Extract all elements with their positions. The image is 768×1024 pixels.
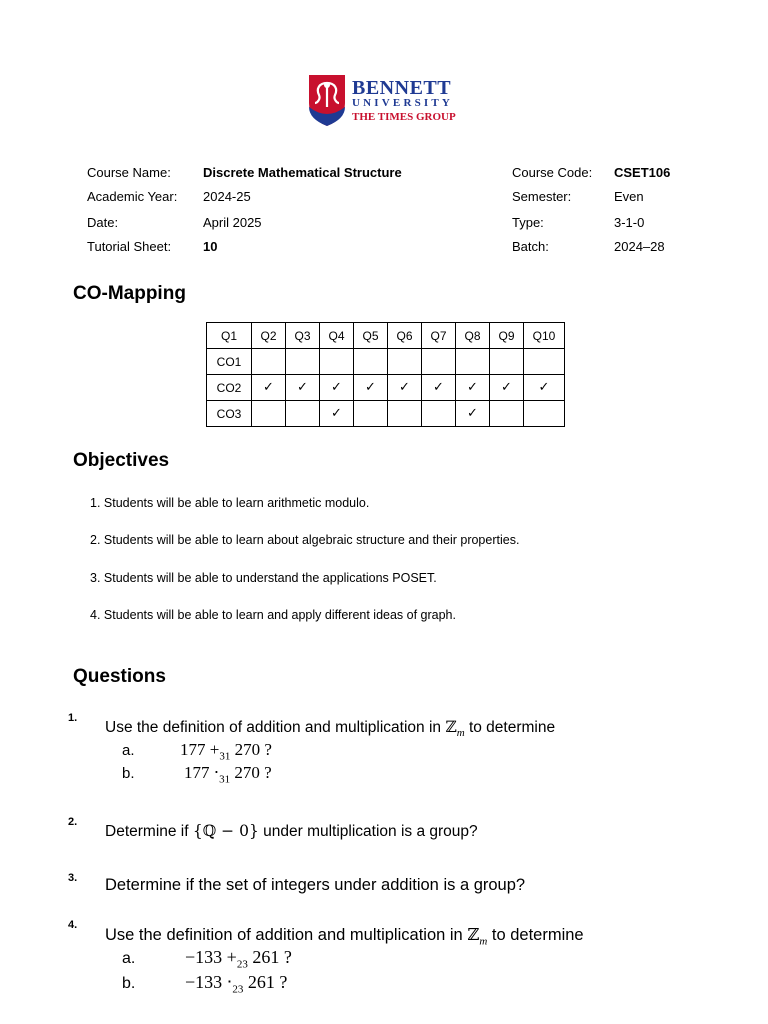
co-mapping-heading: CO-Mapping (73, 283, 186, 304)
co-cell (388, 401, 422, 427)
co-cell (422, 349, 456, 375)
tutorial-sheet-value: 10 (203, 239, 218, 254)
university-logo (307, 73, 467, 131)
logo-university-sub: UNIVERSITY (352, 97, 454, 109)
question-number: 3. (68, 872, 78, 884)
course-code-label: Course Code: (512, 165, 593, 180)
modulus-subscript: 23 (236, 958, 248, 971)
co-col-header: Q9 (490, 323, 524, 349)
question-number: 4. (68, 919, 78, 931)
objective-item: 4. Students will be able to learn and apply different ideas of graph. (90, 608, 456, 622)
co-cell: ✓ (320, 401, 354, 427)
co-mapping-table (206, 322, 565, 427)
co-cell: ✓ (252, 375, 286, 401)
question-text-part: to determine (464, 719, 556, 736)
question-text-part: Use the definition of addition and multiplication in (105, 719, 446, 736)
question-text: Determine if the set of integers under addition is a group? (105, 876, 526, 894)
co-cell (354, 349, 388, 375)
question-number: 2. (68, 816, 78, 828)
q1b-expression (184, 763, 272, 785)
co-col-header: Q8 (456, 323, 490, 349)
batch-label: Batch: (512, 239, 549, 254)
co-cell (388, 349, 422, 375)
course-name-label: Course Name: (87, 165, 171, 180)
co-cell (524, 401, 565, 427)
modulus-subscript: 31 (219, 750, 231, 763)
course-name-value: Discrete Mathematical Structure (203, 165, 402, 180)
logo-group-name: THE TIMES GROUP (352, 111, 456, 123)
math-part: 261 ? (243, 972, 288, 992)
integers-mod-symbol: ℤ (467, 925, 480, 944)
co-col-header: Q3 (286, 323, 320, 349)
co-cell: ✓ (422, 375, 456, 401)
questions-heading: Questions (73, 666, 166, 687)
semester-label: Semester: (512, 189, 572, 204)
co-cell: ✓ (524, 375, 565, 401)
subpart-label: b. (122, 765, 135, 782)
co-header-row (207, 323, 565, 349)
academic-year-value: 2024-25 (203, 189, 251, 204)
co-col-header: Q2 (252, 323, 286, 349)
math-part: 270 ? (230, 740, 272, 759)
math-part: −133 + (185, 947, 237, 967)
question-text (105, 718, 555, 739)
question-text-part: to determine (487, 926, 584, 944)
co-cell (422, 401, 456, 427)
modulus-subscript: 23 (232, 983, 244, 996)
subpart-label: b. (122, 975, 136, 992)
co-row-label: CO2 (207, 375, 252, 401)
objective-item: 3. Students will be able to understand the applications POSET. (90, 571, 437, 585)
math-part: 177 + (180, 740, 220, 759)
question-text (105, 822, 478, 841)
math-part: 261 ? (247, 947, 292, 967)
co-row (207, 401, 565, 427)
co-cell (456, 349, 490, 375)
type-value: 3-1-0 (614, 215, 645, 230)
co-col-header: Q7 (422, 323, 456, 349)
co-cell: ✓ (354, 375, 388, 401)
modulus-subscript: m (456, 727, 465, 740)
shield-emblem-icon (307, 73, 347, 127)
co-cell (524, 349, 565, 375)
co-cell (490, 401, 524, 427)
q1a-expression (180, 740, 272, 762)
tutorial-sheet-label: Tutorial Sheet: (87, 239, 172, 254)
objective-item: 2. Students will be able to learn about algebraic structure and their properties. (90, 533, 520, 547)
question-text-part: Use the definition of addition and multiplication in (105, 926, 468, 944)
co-row-label: CO3 (207, 401, 252, 427)
co-cell: ✓ (456, 375, 490, 401)
date-value: April 2025 (203, 215, 262, 230)
question-text-part: under multiplication is a group? (258, 823, 478, 840)
co-cell (354, 401, 388, 427)
subpart-label: a. (122, 742, 135, 759)
co-cell: ✓ (490, 375, 524, 401)
co-cell (252, 401, 286, 427)
math-part: 177 ⋅ (184, 763, 220, 782)
integers-mod-symbol: ℤ (445, 718, 457, 736)
co-col-header: Q1 (207, 323, 252, 349)
co-cell (286, 401, 320, 427)
math-part: −133 ⋅ (185, 972, 233, 992)
q4a-expression (185, 947, 292, 971)
course-code-value: CSET106 (614, 165, 671, 180)
co-col-header: Q5 (354, 323, 388, 349)
co-cell: ✓ (456, 401, 490, 427)
co-cell: ✓ (320, 375, 354, 401)
co-cell (320, 349, 354, 375)
academic-year-label: Academic Year: (87, 189, 178, 204)
math-part: 270 ? (230, 763, 272, 782)
co-cell: ✓ (286, 375, 320, 401)
co-cell (286, 349, 320, 375)
co-cell (252, 349, 286, 375)
modulus-subscript: m (479, 935, 488, 948)
co-row-label: CO1 (207, 349, 252, 375)
co-col-header: Q10 (524, 323, 565, 349)
question-number: 1. (68, 712, 78, 724)
co-col-header: Q6 (388, 323, 422, 349)
batch-value: 2024–28 (614, 239, 665, 254)
modulus-subscript: 31 (219, 773, 231, 786)
semester-value: Even (614, 189, 644, 204)
co-row (207, 349, 565, 375)
question-text (105, 925, 584, 947)
subpart-label: a. (122, 950, 136, 967)
question-text-part: Determine if (105, 823, 193, 840)
co-row (207, 375, 565, 401)
co-cell (490, 349, 524, 375)
date-label: Date: (87, 215, 119, 230)
co-col-header: Q4 (320, 323, 354, 349)
q4b-expression (185, 972, 287, 996)
objective-item: 1. Students will be able to learn arithmetic modulo. (90, 496, 370, 510)
objectives-heading: Objectives (73, 450, 170, 471)
type-label: Type: (512, 215, 544, 230)
logo-university-name: BENNETT (352, 77, 452, 99)
rationals-set-symbol: {ℚ − 0} (192, 822, 259, 840)
co-cell: ✓ (388, 375, 422, 401)
